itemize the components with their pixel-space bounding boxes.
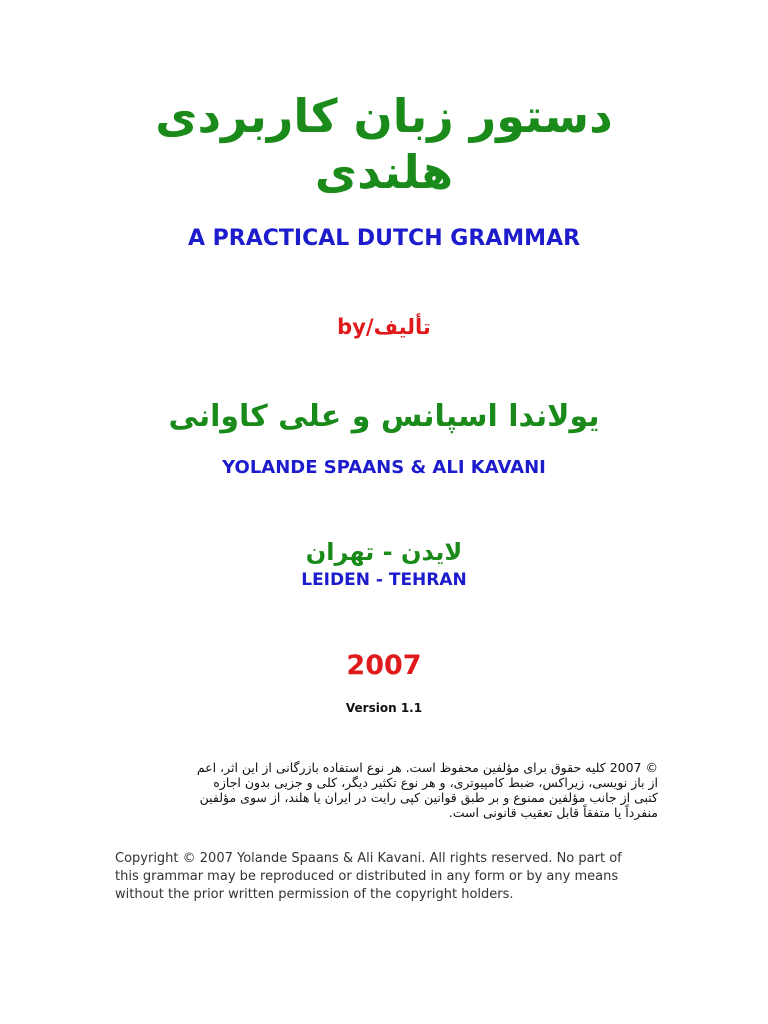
byline: by/تألیف (337, 315, 431, 339)
english-places: LEIDEN - TEHRAN (301, 570, 467, 590)
persian-title-line-2: هلندی (314, 145, 454, 199)
persian-copyright-line-4: منفرداً یا متفقاً قابل تعقیب قانونی است. (448, 805, 658, 820)
publication-year: 2007 (346, 650, 422, 681)
persian-title (0, 88, 768, 200)
persian-copyright-line-1: © 2007 کلیه حقوق برای مؤلفین محفوظ است. هر نوع استفاده بازرگانی از این اثر، اعم (196, 760, 658, 775)
english-title: A PRACTICAL DUTCH GRAMMAR (187, 226, 581, 251)
english-copyright-line-1: Copyright © 2007 Yolande Spaans & Ali Kavani. All rights reserved. No part of (115, 851, 622, 866)
persian-authors: یولاندا اسپانس و علی کاوانی (168, 399, 600, 434)
persian-title-line-1: دستور زبان کاربردی (155, 89, 613, 143)
english-authors: YOLANDE SPAANS & ALI KAVANI (222, 457, 546, 478)
english-copyright-notice (115, 850, 660, 904)
english-copyright-line-2: this grammar may be reproduced or distributed in any form or by any means (115, 869, 619, 884)
version-label: Version 1.1 (345, 701, 423, 715)
persian-copyright-line-2: از باز نویسی، زیراکس، ضبط کامپیوتری، و هر نوع تکثیر دیگر، کلی و جزیی بدون اجازه (213, 775, 658, 790)
persian-copyright-notice (118, 760, 658, 820)
persian-copyright-line-3: کتبی از جانب مؤلفین ممنوع و بر طبق قوانین کپی رایت در ایران یا هلند، از سوی مؤلفین (199, 790, 658, 805)
persian-places: لایدن - تهران (305, 538, 463, 566)
english-copyright-line-3: without the prior written permission of the copyright holders. (115, 887, 514, 902)
